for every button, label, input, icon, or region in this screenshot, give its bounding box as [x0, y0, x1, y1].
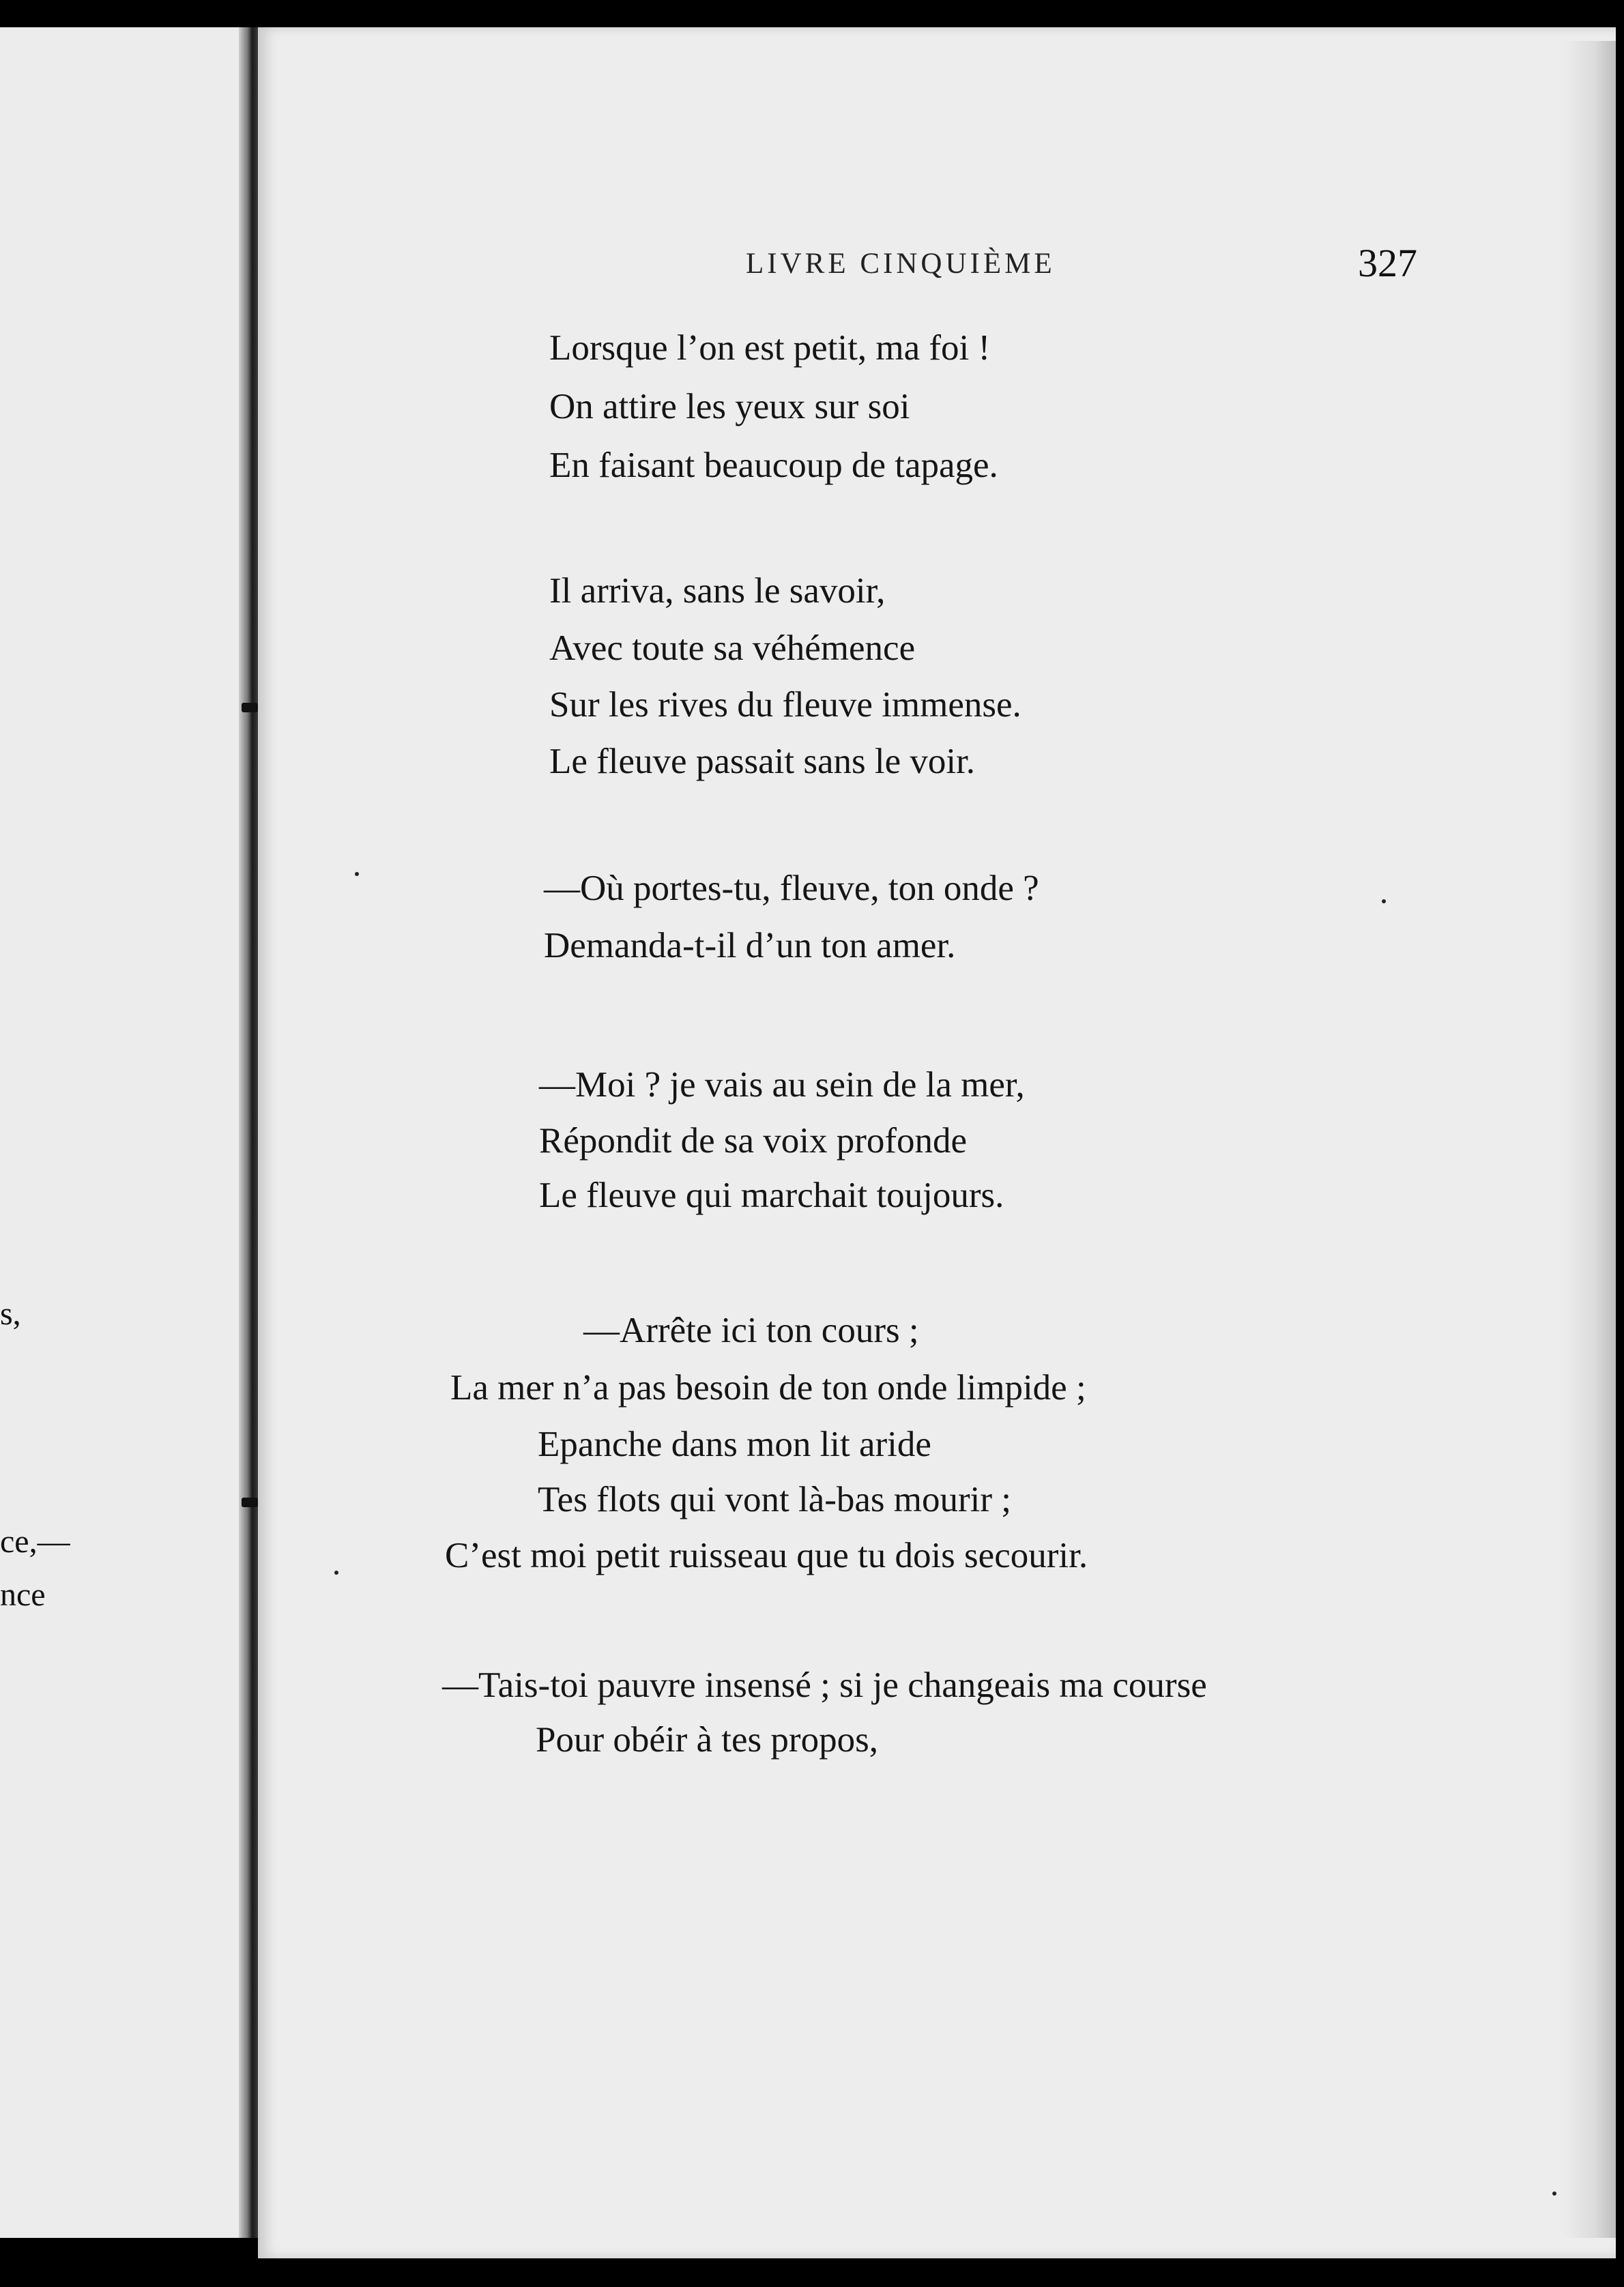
poem-line: Pour obéir à tes propos,	[536, 1720, 878, 1760]
poem-line: Lorsque l’on est petit, ma foi !	[549, 328, 991, 368]
poem-line: Le fleuve qui marchait toujours.	[539, 1176, 1004, 1215]
poem-line: La mer n’a pas besoin de ton onde limpide ;	[450, 1368, 1086, 1408]
left-page-fragment: nce	[0, 1577, 46, 1613]
left-page-fragment: s,	[0, 1296, 21, 1332]
book-spine	[239, 27, 258, 2238]
spine-mark	[242, 703, 258, 712]
poem-line: Tes flots qui vont là-bas mourir ;	[538, 1480, 1012, 1519]
ink-speck	[355, 872, 359, 876]
poem-line: —Arrête ici ton cours ;	[583, 1311, 919, 1350]
left-page-fragment: ce,—	[0, 1524, 70, 1560]
poem-line: C’est moi petit ruisseau que tu dois secourir.	[445, 1536, 1088, 1575]
poem-line: Il arriva, sans le savoir,	[549, 571, 886, 611]
poem-line: Le fleuve passait sans le voir.	[549, 742, 976, 781]
poem-line: —Moi ? je vais au sein de la mer,	[539, 1065, 1025, 1105]
ink-speck	[1382, 899, 1386, 903]
poem-line: Avec toute sa véhémence	[549, 628, 916, 668]
poem-line: Répondit de sa voix profonde	[539, 1121, 968, 1161]
poem-line: Epanche dans mon lit aride	[538, 1425, 931, 1464]
poem-line: —Tais-toi pauvre insensé ; si je changeais ma course	[442, 1665, 1207, 1705]
spine-mark	[242, 1498, 258, 1507]
ink-speck	[1552, 2191, 1556, 2196]
page-number: 327	[1358, 241, 1417, 285]
poem-line: Sur les rives du fleuve immense.	[549, 685, 1021, 725]
page-edge	[1563, 41, 1616, 2238]
ink-speck	[334, 1571, 338, 1575]
poem-line: En faisant beaucoup de tapage.	[549, 446, 998, 485]
running-head: LIVRE CINQUIÈME	[746, 248, 1056, 280]
poem-line: —Où portes-tu, fleuve, ton onde ?	[544, 869, 1039, 908]
poem-line: On attire les yeux sur soi	[549, 387, 910, 426]
poem-line: Demanda-t-il d’un ton amer.	[544, 926, 956, 965]
left-page	[0, 27, 239, 2238]
